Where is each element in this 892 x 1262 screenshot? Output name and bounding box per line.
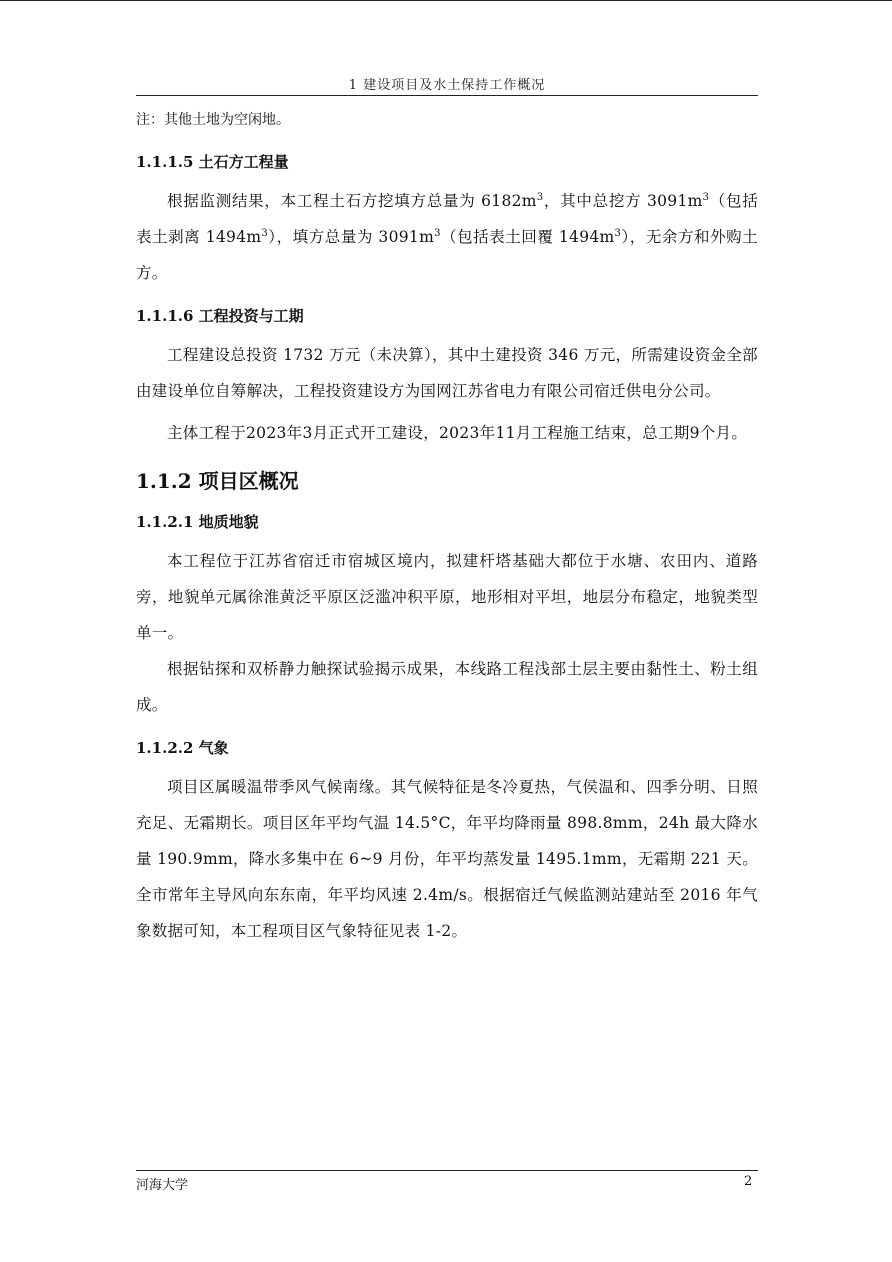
footer-institution: 河海大学: [136, 1178, 189, 1193]
document-body: [136, 108, 758, 949]
climate-paragraph: 项目区属暖温带季风气候南缘。其气候特征是冬冷夏热，气侯温和、四季分明、日照充足、无霜期长。项目区年平均气温 14.5°C，年平均降雨量 898.8mm，24h 最大降水量 190.9mm，降水多集中在 6~9 月份，年平均蒸发量 1495.1mm，无霜期 221 天。全市常年主导风向东东南，年平均风速 2.4m/s。根据宿迁气候监测站建站至 2016 年气象数据可知，本工程项目区气象特征见表 1-2。: [136, 778, 758, 940]
page-number: 2: [744, 1174, 753, 1189]
schedule-paragraph: 主体工程于2023年3月正式开工建设，2023年11月工程施工结束，总工期9个月。: [167, 424, 748, 442]
earthwork-paragraph: 根据监测结果，本工程土石方挖填方总量为 $6182m^3$，其中总挖方 $3091m^3$（包括表土剥离 $1494m^3$），填方总量为 $3091m^3$（包括表土回覆 $1494m^3$），无余方和外购土方。: [136, 191, 759, 282]
section-heading-1-1-2-2: 1.1.2.2 气象: [136, 739, 229, 757]
section-heading-1-1-1-6: 1.1.1.6 工程投资与工期: [136, 307, 304, 325]
table-note: 注：其他土地为空闲地。: [136, 112, 290, 128]
footer-divider: [136, 1170, 758, 1171]
section-heading-1-1-1-5: 1.1.1.5 土石方工程量: [136, 153, 289, 171]
soil-paragraph: 根据钻探和双桥静力触探试验揭示成果，本线路工程浅部土层主要由黏性土、粉土组成。: [136, 660, 758, 714]
geology-paragraph: 本工程位于江苏省宿迁市宿城区境内，拟建杆塔基础大都位于水塘、农田内、道路旁，地貌单元属徐淮黄泛平原区泛滥冲积平原，地形相对平坦，地层分布稳定，地貌类型单一。: [136, 552, 758, 642]
section-heading-1-1-2-1: 1.1.2.1 地质地貌: [136, 513, 259, 531]
section-heading-1-1-2: 1.1.2 项目区概况: [136, 469, 299, 493]
header-divider: [136, 95, 758, 96]
running-header: 1 建设项目及水土保持工作概况: [348, 78, 546, 93]
investment-paragraph: 工程建设总投资 1732 万元（未决算），其中土建投资 346 万元，所需建设资金全部由建设单位自筹解决，工程投资建设方为国网江苏省电力有限公司宿迁供电分公司。: [136, 346, 758, 400]
page-top-border: [0, 0, 892, 1]
